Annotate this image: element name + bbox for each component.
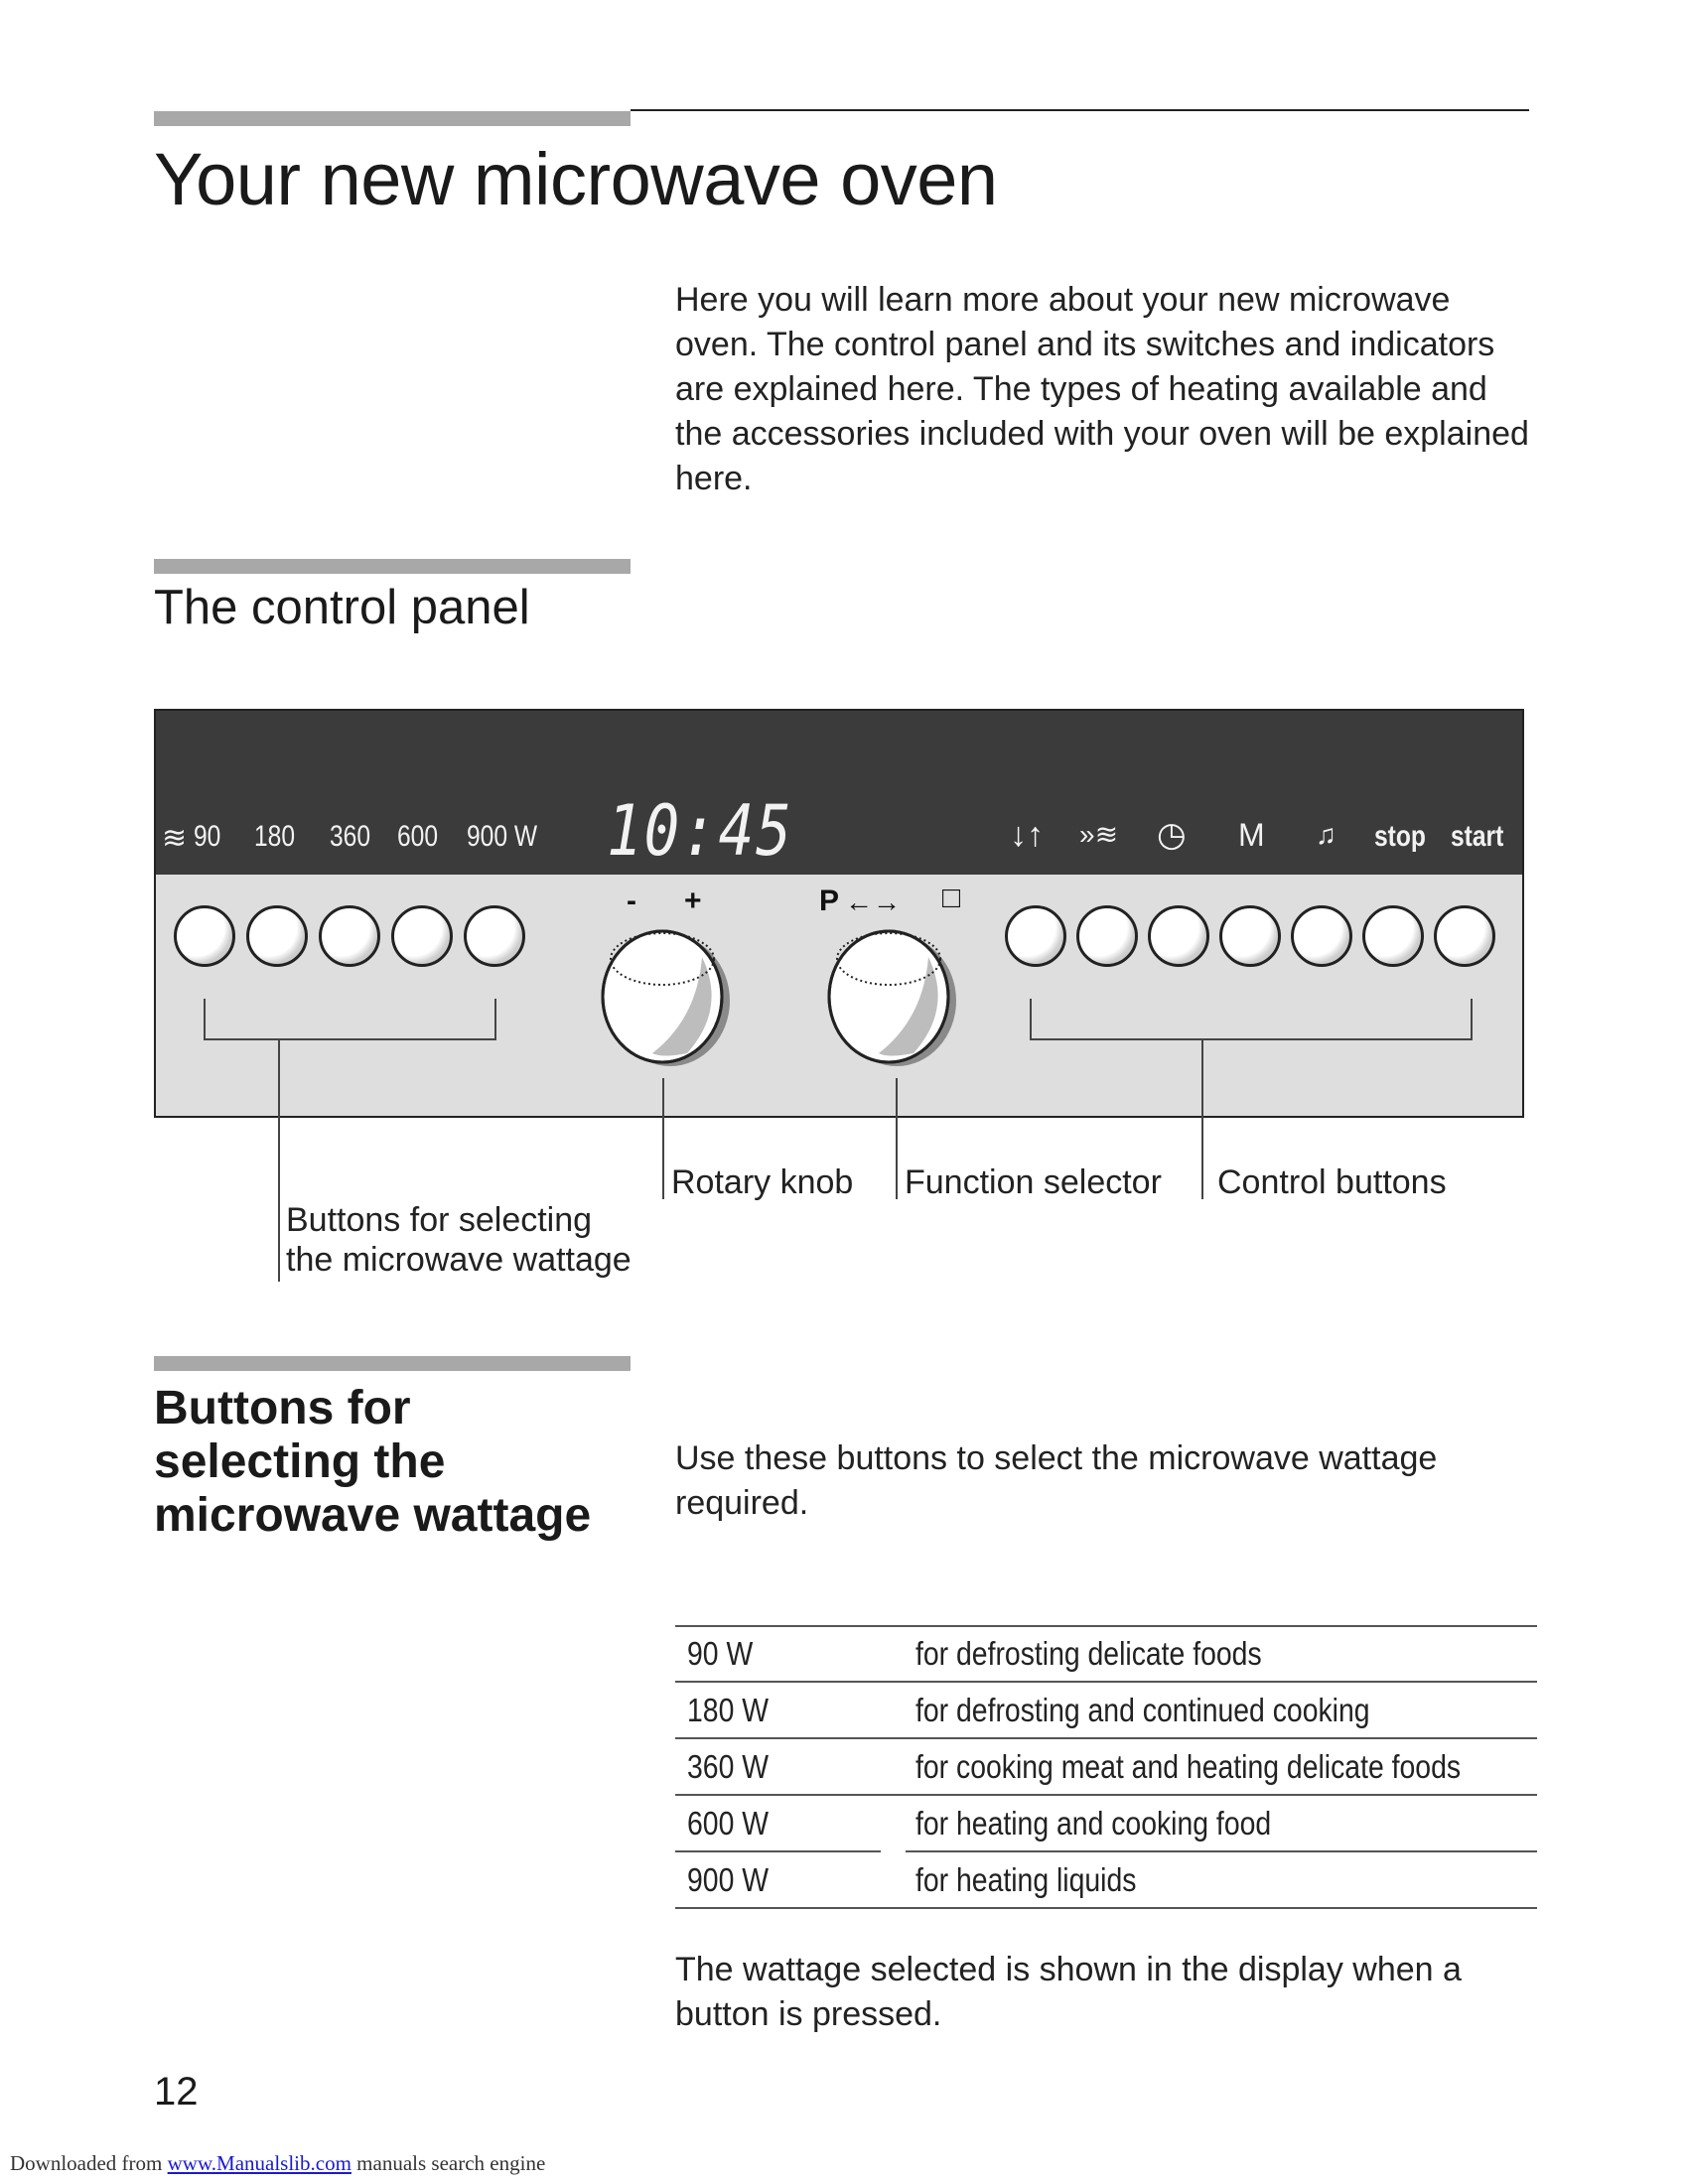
- wattage-label-90: 90: [194, 820, 221, 853]
- rotary-knob[interactable]: [593, 909, 732, 1073]
- wattage-heading-line2: selecting the: [154, 1435, 446, 1488]
- table-row: [675, 1682, 1537, 1738]
- page-title: Your new microwave oven: [154, 138, 998, 220]
- wattage-description: Use these buttons to select the microwave wattage required.: [675, 1439, 1438, 1522]
- wattage-button-360[interactable]: [319, 905, 380, 967]
- control-bracket-right: [1471, 999, 1473, 1038]
- wattage-bracket-right: [494, 999, 496, 1038]
- minus-label: -: [627, 885, 636, 917]
- table-cell-watts: 900 W: [687, 1861, 770, 1898]
- control-bracket-left: [1030, 999, 1032, 1038]
- steam-icon: »≋: [1079, 819, 1119, 850]
- wattage-label-180: 180: [254, 820, 296, 853]
- wattage-leader-line: [278, 1038, 280, 1282]
- table-row: [675, 1625, 1537, 1682]
- control-button-bell[interactable]: [1291, 905, 1352, 967]
- square-icon: □: [942, 882, 961, 914]
- table-cell-watts: 360 W: [687, 1748, 770, 1785]
- footer-suffix: manuals search engine: [351, 2151, 546, 2175]
- wattage-button-600[interactable]: [391, 905, 453, 967]
- control-button-steam[interactable]: [1076, 905, 1138, 967]
- table-cell-use: for cooking meat and heating delicate foods: [915, 1748, 1462, 1785]
- download-footer: [10, 2151, 545, 2176]
- table-cell-watts: 600 W: [687, 1805, 770, 1842]
- function-selector-knob[interactable]: [819, 909, 958, 1073]
- wattage-button-900[interactable]: [464, 905, 525, 967]
- left-right-arrows-icon: ←→: [845, 887, 901, 917]
- callout-rotary-knob: Rotary knob: [671, 1163, 854, 1201]
- wattage-heading-line3: microwave wattage: [154, 1489, 592, 1542]
- wattage-bracket-bar: [204, 1038, 496, 1040]
- clock-display: 10:45: [607, 790, 793, 872]
- wattage-heading-line1: Buttons for: [154, 1382, 411, 1434]
- footer-prefix: Downloaded from: [10, 2151, 168, 2175]
- title-rule-line: [631, 109, 1529, 111]
- up-down-arrows-icon: ↓↑: [1010, 816, 1044, 854]
- section-rule-wattage: [154, 1356, 631, 1371]
- intro-paragraph: Here you will learn more about your new microwave oven. The control panel and its switches and indicators are explained here. The types of heating available and the accessories included with your oven will be explained here.: [675, 281, 1529, 497]
- manualslib-link[interactable]: www.Manualslib.com: [167, 2151, 352, 2175]
- plus-label: +: [684, 885, 702, 917]
- table-cell-use: for heating and cooking food: [915, 1805, 1272, 1842]
- clock-icon: ◷: [1157, 816, 1187, 854]
- wattage-label-600: 600: [397, 820, 439, 853]
- table-row: [675, 1851, 1537, 1908]
- wattage-button-90[interactable]: [174, 905, 235, 967]
- section-rule-control-panel: [154, 559, 631, 574]
- callout-function-selector: Function selector: [905, 1163, 1162, 1201]
- table-row: [675, 1795, 1537, 1851]
- wattage-bracket-left: [204, 999, 206, 1038]
- control-panel-illustration: [154, 709, 1524, 1118]
- callout-wattage-line1: Buttons for selecting: [286, 1201, 593, 1239]
- program-label: P: [819, 885, 840, 917]
- control-button-clock[interactable]: [1148, 905, 1209, 967]
- start-button[interactable]: [1434, 905, 1495, 967]
- wattage-label-360: 360: [330, 820, 371, 853]
- memory-icon: M: [1238, 817, 1265, 853]
- table-bottom-border: [675, 1907, 1537, 1909]
- control-button-memory[interactable]: [1219, 905, 1281, 967]
- table-row: [675, 1738, 1537, 1795]
- table-cell-use: for heating liquids: [915, 1861, 1137, 1898]
- control-bracket-bar: [1030, 1038, 1473, 1040]
- bell-icon: ♫: [1316, 819, 1336, 850]
- stop-button[interactable]: [1362, 905, 1424, 967]
- rotary-knob-leader-line: [662, 1078, 664, 1199]
- callout-wattage-line2: the microwave wattage: [286, 1241, 632, 1279]
- microwave-waves-icon: ≋: [162, 822, 188, 855]
- control-panel-heading: The control panel: [154, 581, 530, 634]
- table-cell-use: for defrosting and continued cooking: [915, 1692, 1370, 1728]
- callout-control-buttons: Control buttons: [1217, 1163, 1447, 1201]
- control-buttons-leader-line: [1201, 1038, 1203, 1199]
- function-selector-leader-line: [896, 1078, 898, 1199]
- wattage-button-180[interactable]: [246, 905, 308, 967]
- title-rule-accent: [154, 111, 631, 126]
- table-cell-watts: 180 W: [687, 1692, 770, 1728]
- control-button-up-down[interactable]: [1005, 905, 1066, 967]
- wattage-table: [675, 1625, 1537, 1908]
- stop-label: stop: [1374, 820, 1426, 853]
- table-cell-use: for defrosting delicate foods: [915, 1635, 1262, 1672]
- page-number: 12: [154, 2070, 199, 2114]
- wattage-label-900: 900 W: [467, 820, 538, 853]
- start-label: start: [1451, 820, 1504, 853]
- table-cell-watts: 90 W: [687, 1635, 754, 1672]
- wattage-note: The wattage selected is shown in the display when a button is pressed.: [675, 1951, 1462, 2033]
